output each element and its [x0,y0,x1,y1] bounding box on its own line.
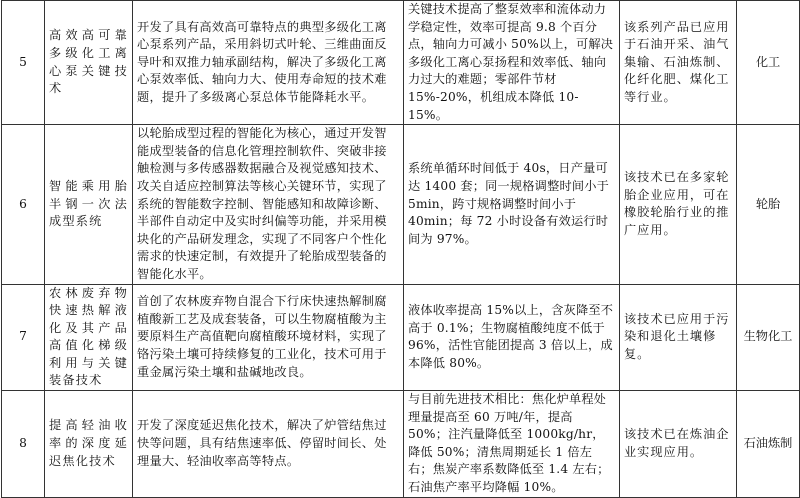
technology-description: 开发了深度延迟焦化技术，解决了炉管结焦过快等问题，具有结焦速率低、停留时间长、处理量大、轻油收率高等特点。 [133,391,404,498]
technology-description: 开发了具有高效高可靠特点的典型多级化工离心泵系列产品，采用斜切式叶轮、三维曲面反导叶和双推力轴承副结构，解决了多级化工离心泵效率低、轴向力大、使用寿命短的技术难题，提升了多级离心泵总体节能降耗水平。 [133,1,404,125]
technology-name: 智能乘用胎半钢一次法成型系统 [45,125,133,284]
table-row [2,125,800,284]
row-number: 7 [2,284,45,391]
industry-field: 石油炼制 [737,391,800,498]
technology-name: 高效高可靠多级化工离心泵关键技术 [45,1,133,125]
table-row [2,391,800,498]
application-status: 该技术已在多家轮胎企业应用，可在橡胶轮胎行业的推广应用。 [620,125,737,284]
industry-field: 化工 [737,1,800,125]
technology-description: 以轮胎成型过程的智能化为核心，通过开发智能成型装备的信息化管理控制软件、突破非接触检测与多传感器数据融合及视觉感知技术、攻关自适应控制算法等核心关键环节，实现了系统的智能数字控制、智能感知和故障诊断、半部件自动定中及实时纠偏等功能，并采用模块化的产品研发理念，实现了不同客户个性化需求的快速定制，有效提升了轮胎成型装备的智能化水平。 [133,125,404,284]
application-status: 该技术已应用于污染和退化土壤修复。 [620,284,737,391]
technology-name: 提高轻油收率的深度延迟焦化技术 [45,391,133,498]
technology-effect: 与目前先进技术相比：焦化炉单程处理量提高至 60 万吨/年，提高 50%；注汽量降低至 1000kg/hr，降低 50%；清焦周期延长 1 倍左右；焦炭产率系数降低至 1.4 左右；石油焦产率平均降幅 10%。 [404,391,620,498]
technology-description: 首创了农林废弃物自混合下行床快速热解制腐植酸新工艺及成套装备，可以生物腐植酸为主要原料生产高值靶向腐植酸环境材料，实现了铬污染土壤可持续修复的工业化，技术可用于重金属污染土壤和盐碱地改良。 [133,284,404,391]
table-row [2,1,800,125]
table-row [2,284,800,391]
industry-field: 生物化工 [737,284,800,391]
technology-effect: 关键技术提高了整泵效率和流体动力学稳定性，效率可提高 9.8 个百分点，轴向力可减小 50%以上，可解决多级化工离心泵扬程和效率低、轴向力过大的难题；零部件节材 15%-20%，机组成本降低 10-15%。 [404,1,620,125]
industry-field: 轮胎 [737,125,800,284]
technology-effect: 液体收率提高 15%以上，含灰降至不高于 0.1%；生物腐植酸纯度不低于 96%，活性官能团提高 3 倍以上，成本降低 80%。 [404,284,620,391]
row-number: 6 [2,125,45,284]
application-status: 该技术已在炼油企业实现应用。 [620,391,737,498]
application-status: 该系列产品已应用于石油开采、油气集输、石油炼制、化纤化肥、煤化工等行业。 [620,1,737,125]
technology-effect: 系统单循环时间低于 40s，日产量可达 1400 套；同一规格调整时间小于 5min，跨寸规格调整时间小于 40min；每 72 小时设备有效运行时间为 97%。 [404,125,620,284]
row-number: 8 [2,391,45,498]
row-number: 5 [2,1,45,125]
technology-name: 农林废弃物快速热解液化及其产品高值化梯级利用与关键装备技术 [45,284,133,391]
